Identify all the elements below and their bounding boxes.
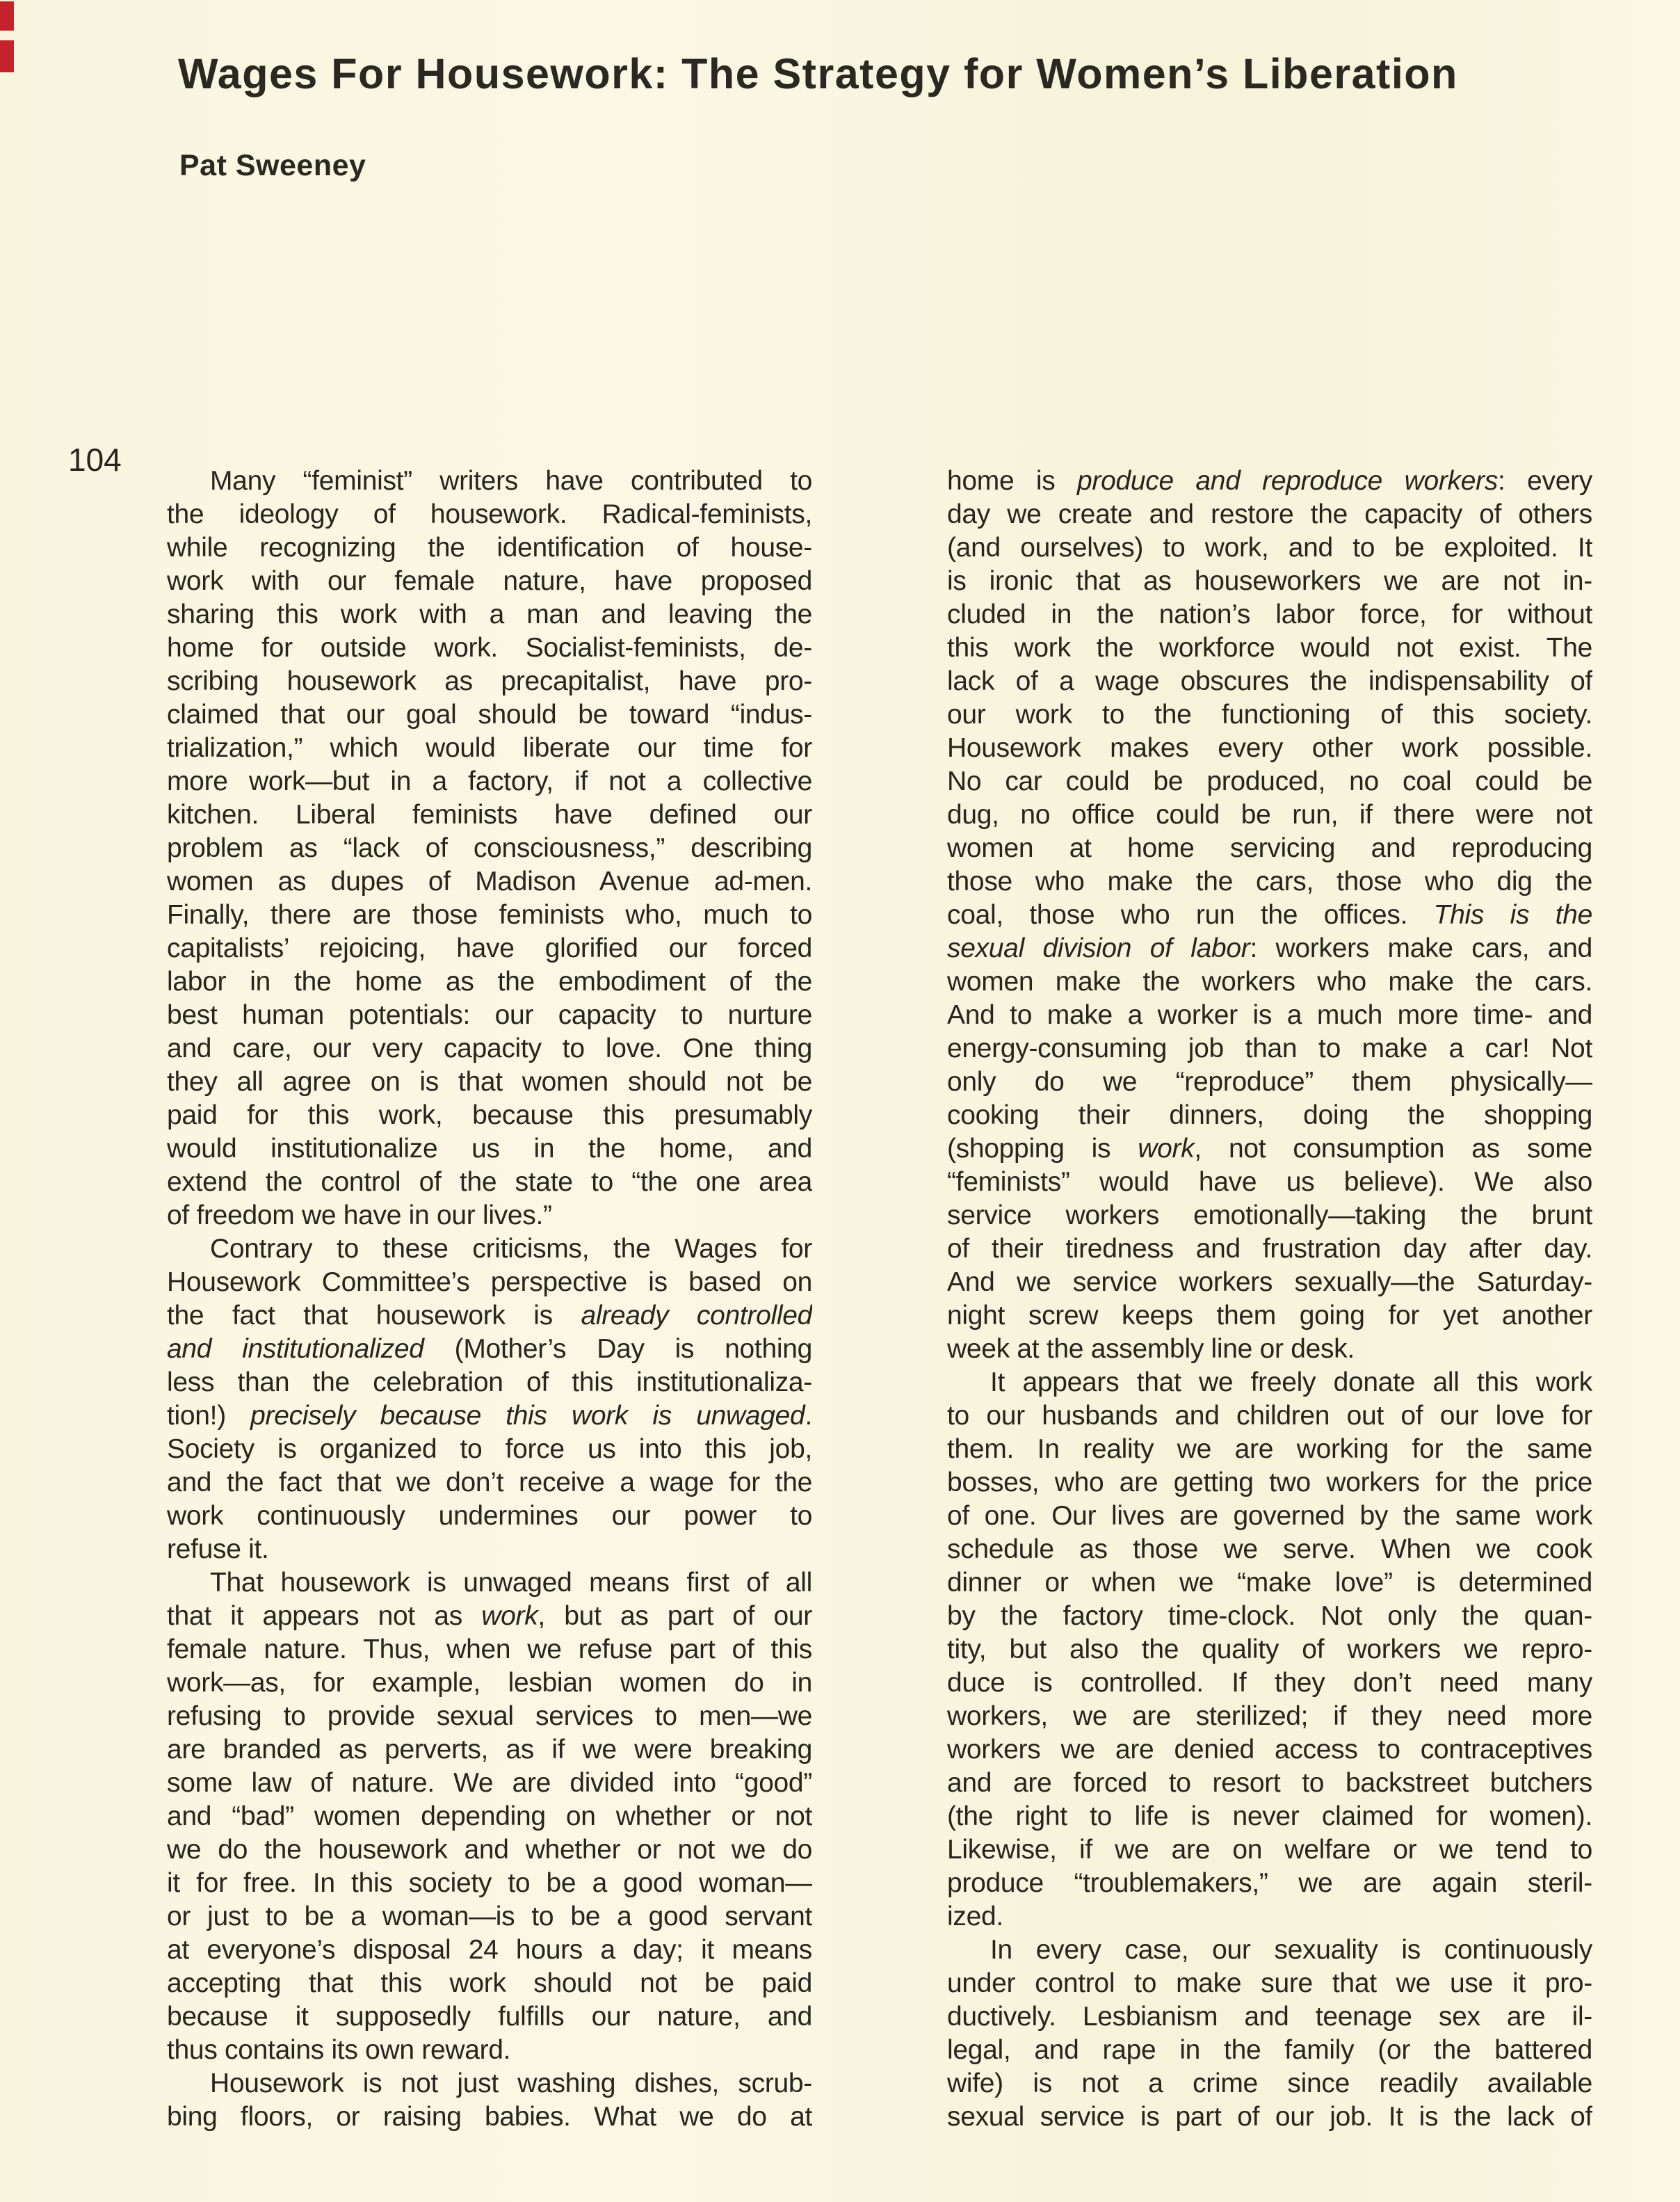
text-line: [947, 531, 1592, 565]
text-segment: the ideology of housework. Radical-feminists,: [167, 499, 812, 529]
text-segment: scribing housework as precapitalist, have pro-: [167, 666, 812, 696]
text-line: [167, 1299, 812, 1333]
text-segment: , not consumption as some: [1194, 1134, 1592, 1164]
article-column-right: [947, 465, 1592, 2134]
text-line: [167, 698, 812, 732]
text-line: [947, 1967, 1592, 2000]
italic-text: already controlled: [581, 1301, 812, 1331]
text-line: [167, 1934, 812, 1967]
text-line: [167, 1767, 812, 1800]
text-segment: is ironic that as houseworkers we are not in-: [947, 566, 1592, 596]
scan-edge-mark: [0, 1, 14, 31]
text-line: [947, 899, 1592, 932]
text-segment: (the right to life is never claimed for women).: [947, 1801, 1592, 1831]
text-line: [167, 1132, 812, 1166]
text-line: [947, 1132, 1592, 1166]
text-line: [947, 932, 1592, 965]
text-line: [167, 632, 812, 665]
text-line: [167, 1266, 812, 1299]
text-segment: cooking their dinners, doing the shopping: [947, 1100, 1592, 1130]
text-line: [947, 1333, 1592, 1366]
text-line: [947, 665, 1592, 698]
text-segment: Housework Committee’s perspective is based on: [167, 1267, 812, 1297]
text-segment: less than the celebration of this institutionaliza-: [167, 1367, 812, 1397]
text-segment: that it appears not as: [167, 1601, 482, 1631]
text-line: [167, 531, 812, 565]
text-line: [167, 1032, 812, 1066]
text-segment: In every case, our sexuality is continuously: [990, 1935, 1592, 1965]
text-segment: tity, but also the quality of workers we repro-: [947, 1634, 1592, 1664]
text-segment: home for outside work. Socialist-feminists, de-: [167, 633, 812, 663]
italic-text: sexual division of labor: [947, 933, 1250, 963]
text-line: [167, 1633, 812, 1666]
text-segment: “feminists” would have us believe). We also: [947, 1167, 1592, 1197]
text-line: [167, 732, 812, 765]
text-segment: work—as, for example, lesbian women do in: [167, 1668, 812, 1698]
text-segment: thus contains its own reward.: [167, 2035, 511, 2065]
italic-text: This is the: [1433, 900, 1592, 930]
text-line: [167, 965, 812, 999]
italic-text: produce and reproduce workers: [1077, 466, 1499, 496]
text-segment: home is: [947, 466, 1078, 496]
text-segment: energy-consuming job than to make a car! Not: [947, 1034, 1592, 1063]
text-segment: women as dupes of Madison Avenue ad-men.: [167, 867, 812, 897]
text-segment: those who make the cars, those who dig the: [947, 867, 1592, 897]
text-segment: at everyone’s disposal 24 hours a day; it means: [167, 1935, 812, 1965]
text-line: [167, 1066, 812, 1099]
scan-edge-mark: [0, 40, 14, 72]
text-line: [947, 2100, 1592, 2134]
text-segment: more work—but in a factory, if not a collective: [167, 766, 812, 796]
text-segment: extend the control of the state to “the one area: [167, 1167, 812, 1197]
text-line: [167, 1232, 812, 1266]
text-line: [167, 1867, 812, 1900]
text-line: [167, 1666, 812, 1700]
text-segment: (and ourselves) to work, and to be exploited. It: [947, 533, 1592, 563]
text-segment: the fact that housework is: [167, 1301, 581, 1331]
text-line: [947, 1566, 1592, 1600]
italic-text: work: [481, 1601, 538, 1631]
text-segment: of one. Our lives are governed by the same work: [947, 1501, 1592, 1531]
text-segment: Likewise, if we are on welfare or we tend to: [947, 1835, 1592, 1865]
text-line: [167, 1099, 812, 1132]
text-segment: day we create and restore the capacity of others: [947, 499, 1592, 529]
text-segment: our work to the functioning of this society.: [947, 700, 1592, 730]
text-line: [167, 2000, 812, 2034]
text-line: [167, 865, 812, 899]
text-segment: female nature. Thus, when we refuse part of this: [167, 1634, 812, 1664]
text-segment: sexual service is part of our job. It is the lack of: [947, 2102, 1592, 2132]
text-line: [947, 698, 1592, 732]
text-line: [947, 1366, 1592, 1399]
text-line: [947, 1032, 1592, 1066]
text-segment: we do the housework and whether or not we do: [167, 1835, 812, 1865]
text-segment: it for free. In this society to be a good woman—: [167, 1868, 812, 1898]
text-segment: cluded in the nation’s labor force, for without: [947, 600, 1592, 629]
text-line: [167, 1466, 812, 1500]
text-segment: Finally, there are those feminists who, much to: [167, 900, 812, 930]
text-line: [167, 899, 812, 932]
text-segment: : every: [1498, 466, 1592, 496]
text-segment: No car could be produced, no coal could be: [947, 766, 1592, 796]
author-byline: Pat Sweeney: [179, 149, 366, 182]
text-segment: by the factory time-clock. Not only the quan-: [947, 1601, 1592, 1631]
text-line: [947, 498, 1592, 531]
text-segment: coal, those who run the offices.: [947, 900, 1434, 930]
text-segment: workers we are denied access to contraceptives: [947, 1735, 1592, 1765]
text-line: [167, 1366, 812, 1399]
text-line: [947, 1399, 1592, 1433]
text-segment: and the fact that we don’t receive a wage for the: [167, 1468, 812, 1497]
italic-text: precisely because this work is unwaged: [250, 1401, 805, 1431]
text-segment: accepting that this work should not be paid: [167, 1968, 812, 1998]
text-line: [947, 1733, 1592, 1767]
text-segment: paid for this work, because this presumably: [167, 1100, 812, 1130]
text-segment: : workers make cars, and: [1250, 933, 1592, 963]
text-segment: legal, and rape in the family (or the battered: [947, 2035, 1592, 2065]
text-line: [167, 2100, 812, 2134]
text-line: [947, 598, 1592, 632]
text-line: [947, 732, 1592, 765]
text-line: [167, 2067, 812, 2100]
text-segment: bing floors, or raising babies. What we do at: [167, 2102, 812, 2132]
text-line: [947, 1700, 1592, 1733]
text-line: [947, 632, 1592, 665]
text-line: [167, 1333, 812, 1366]
text-segment: dug, no office could be run, if there were not: [947, 800, 1592, 830]
text-segment: Housework makes every other work possible.: [947, 733, 1592, 763]
text-line: [947, 1767, 1592, 1800]
text-line: [947, 832, 1592, 865]
text-line: [947, 1633, 1592, 1666]
text-line: [167, 1700, 812, 1733]
text-segment: while recognizing the identification of house-: [167, 533, 812, 563]
text-segment: of freedom we have in our lives.”: [167, 1200, 552, 1230]
text-segment: to our husbands and children out of our love for: [947, 1401, 1592, 1431]
text-line: [167, 565, 812, 598]
text-line: [947, 2000, 1592, 2034]
text-segment: refuse it.: [167, 1534, 269, 1564]
text-line: [947, 1533, 1592, 1566]
text-segment: some law of nature. We are divided into “good”: [167, 1768, 812, 1798]
text-segment: schedule as those we serve. When we cook: [947, 1534, 1592, 1564]
text-line: [947, 765, 1592, 798]
text-segment: claimed that our goal should be toward “indus-: [167, 700, 812, 730]
text-segment: Housework is not just washing dishes, scrub-: [210, 2068, 812, 2098]
text-segment: sharing this work with a man and leaving the: [167, 600, 812, 629]
text-segment: tion!): [167, 1401, 251, 1431]
text-line: [167, 498, 812, 531]
text-line: [947, 1800, 1592, 1833]
text-line: [167, 2034, 812, 2067]
italic-text: work: [1138, 1134, 1195, 1164]
text-segment: And to make a worker is a much more time- and: [947, 1000, 1592, 1030]
text-line: [947, 1500, 1592, 1533]
italic-text: and institutionalized: [167, 1334, 424, 1364]
text-line: [947, 1900, 1592, 1934]
text-line: [947, 1266, 1592, 1299]
text-segment: capitalists’ rejoicing, have glorified our forced: [167, 933, 812, 963]
text-segment: trialization,” which would liberate our time for: [167, 733, 812, 763]
text-segment: And we service workers sexually—the Saturday-: [947, 1267, 1592, 1297]
text-segment: week at the assembly line or desk.: [947, 1334, 1355, 1364]
text-line: [167, 1500, 812, 1533]
text-line: [167, 1399, 812, 1433]
text-line: [167, 999, 812, 1032]
text-segment: women make the workers who make the cars.: [947, 967, 1592, 997]
text-segment: only do we “reproduce” them physically—: [947, 1067, 1592, 1097]
text-line: [947, 1600, 1592, 1633]
text-segment: That housework is unwaged means first of all: [210, 1568, 812, 1598]
text-line: [167, 1600, 812, 1633]
text-line: [947, 1466, 1592, 1500]
text-segment: ductively. Lesbianism and teenage sex are il-: [947, 2002, 1592, 2032]
text-line: [167, 765, 812, 798]
text-line: [947, 1666, 1592, 1700]
text-line: [167, 932, 812, 965]
text-segment: ized.: [947, 1902, 1003, 1931]
text-segment: refusing to provide sexual services to men—we: [167, 1701, 812, 1731]
text-segment: bosses, who are getting two workers for the price: [947, 1468, 1592, 1497]
text-segment: them. In reality we are working for the same: [947, 1434, 1592, 1464]
text-line: [947, 1099, 1592, 1132]
text-line: [947, 798, 1592, 832]
text-line: [947, 865, 1592, 899]
text-segment: and “bad” women depending on whether or not: [167, 1801, 812, 1831]
text-segment: or just to be a woman—is to be a good servant: [167, 1902, 812, 1931]
text-line: [947, 1199, 1592, 1232]
text-line: [167, 665, 812, 698]
text-line: [947, 1299, 1592, 1333]
text-segment: are branded as perverts, as if we were breaking: [167, 1735, 812, 1765]
text-line: [947, 1166, 1592, 1199]
text-line: [947, 1867, 1592, 1900]
text-line: [167, 1199, 812, 1232]
text-segment: night screw keeps them going for yet another: [947, 1301, 1592, 1331]
text-segment: under control to make sure that we use it pro-: [947, 1968, 1592, 1998]
text-line: [167, 1900, 812, 1934]
text-line: [167, 1733, 812, 1767]
text-line: [947, 999, 1592, 1032]
text-segment: best human potentials: our capacity to nurture: [167, 1000, 812, 1030]
text-line: [167, 1533, 812, 1566]
text-segment: produce “troublemakers,” we are again steril-: [947, 1868, 1592, 1898]
page-number: 104: [68, 442, 122, 478]
text-line: [947, 2034, 1592, 2067]
text-segment: wife) is not a crime since readily available: [947, 2068, 1592, 2098]
text-segment: , but as part of our: [538, 1601, 812, 1631]
text-segment: they all agree on is that women should not be: [167, 1067, 812, 1097]
text-segment: duce is controlled. If they don’t need many: [947, 1668, 1592, 1698]
article-column-left: [167, 465, 812, 2134]
text-line: [947, 1232, 1592, 1266]
text-segment: lack of a wage obscures the indispensability of: [947, 666, 1592, 696]
text-segment: women at home servicing and reproducing: [947, 833, 1592, 863]
text-segment: and care, our very capacity to love. One thing: [167, 1034, 812, 1063]
text-segment: Many “feminist” writers have contributed to: [210, 466, 812, 496]
text-line: [167, 1566, 812, 1600]
text-line: [167, 1433, 812, 1466]
text-line: [947, 965, 1592, 999]
text-segment: and are forced to resort to backstreet butchers: [947, 1768, 1592, 1798]
text-segment: service workers emotionally—taking the brunt: [947, 1200, 1592, 1230]
text-line: [167, 1967, 812, 2000]
text-line: [167, 1833, 812, 1867]
text-line: [167, 598, 812, 632]
text-line: [947, 1066, 1592, 1099]
text-line: [947, 465, 1592, 498]
text-segment: .: [805, 1401, 812, 1431]
text-segment: workers, we are sterilized; if they need more: [947, 1701, 1592, 1731]
text-line: [167, 832, 812, 865]
text-segment: labor in the home as the embodiment of the: [167, 967, 812, 997]
text-segment: this work the workforce would not exist. The: [947, 633, 1592, 663]
page-title: Wages For Housework: The Strategy for Women’s Liberation: [178, 49, 1458, 97]
text-line: [947, 2067, 1592, 2100]
text-segment: It appears that we freely donate all this work: [990, 1367, 1592, 1397]
text-line: [947, 1833, 1592, 1867]
text-segment: would institutionalize us in the home, and: [167, 1134, 812, 1164]
text-segment: (shopping is: [947, 1134, 1138, 1164]
text-line: [167, 465, 812, 498]
text-segment: Contrary to these criticisms, the Wages for: [210, 1234, 812, 1264]
text-segment: kitchen. Liberal feminists have defined our: [167, 800, 812, 830]
text-segment: work with our female nature, have proposed: [167, 566, 812, 596]
text-segment: (Mother’s Day is nothing: [423, 1334, 812, 1364]
text-line: [947, 1433, 1592, 1466]
text-line: [167, 1800, 812, 1833]
text-line: [167, 798, 812, 832]
text-segment: work continuously undermines our power to: [167, 1501, 812, 1531]
text-line: [947, 1934, 1592, 1967]
text-segment: problem as “lack of consciousness,” describing: [167, 833, 812, 863]
text-line: [167, 1166, 812, 1199]
text-segment: dinner or when we “make love” is determined: [947, 1568, 1592, 1598]
text-segment: because it supposedly fulfills our nature, and: [167, 2002, 812, 2032]
text-segment: Society is organized to force us into this job,: [167, 1434, 812, 1464]
text-segment: of their tiredness and frustration day after day.: [947, 1234, 1592, 1264]
text-line: [947, 565, 1592, 598]
